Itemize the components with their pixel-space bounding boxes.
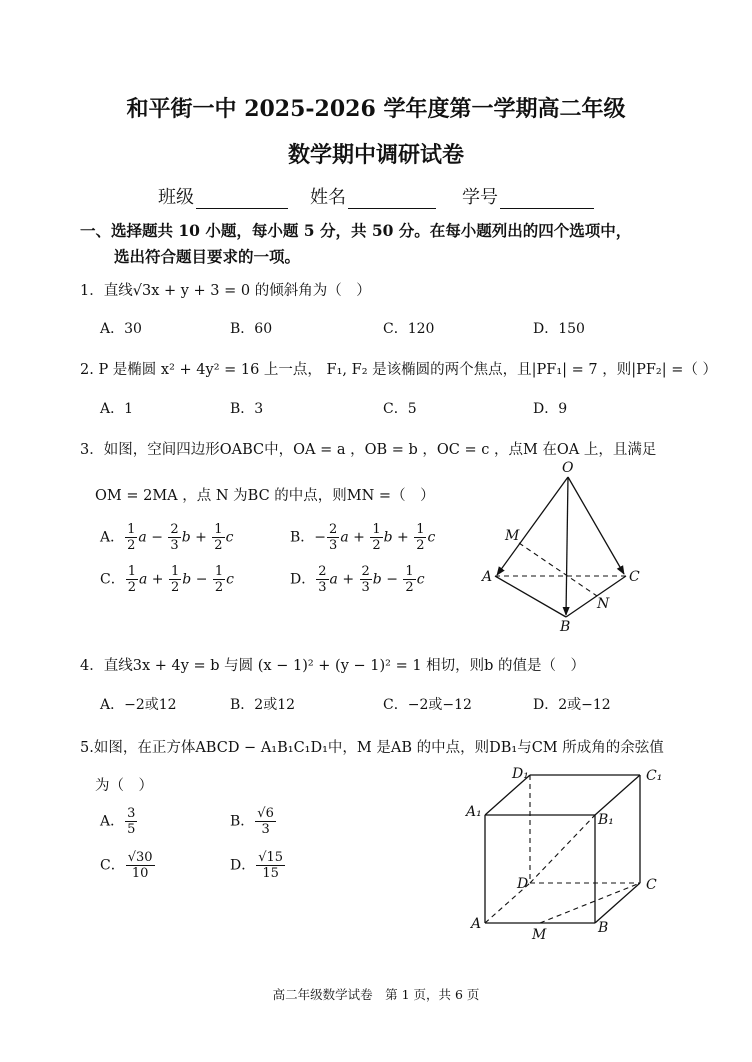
class-label: 班级: [158, 187, 194, 208]
q3-option-a[interactable]: A． $\frac{1}{2}$ a − $\frac{2}{3}$ b + $\frac{1}{2}$ c: [100, 522, 234, 553]
q3-option-c-letter: C．: [100, 571, 125, 588]
q2-option-c[interactable]: C．5: [383, 401, 417, 417]
label-o: O: [562, 460, 574, 476]
q5-d-numerator: √15: [258, 850, 284, 865]
question-3-line1: 3．如图，空间四边形OABC中，OA = a ，OB = b ，OC = c ，点M 在OA 上，且满足: [80, 442, 657, 458]
q5-a-numerator: 3: [127, 806, 136, 821]
q5-option-d-letter: D．: [230, 857, 256, 874]
q3-option-d[interactable]: D． $\frac{2}{3}$ a + $\frac{2}{3}$ b − $\frac{1}{2}$ c: [290, 564, 425, 595]
label-a1: A₁: [466, 804, 482, 820]
segment-mn-dashed: [519, 543, 597, 596]
label-d1: D₁: [512, 766, 529, 782]
edge-oc: [568, 477, 624, 574]
question-4-text: 4．直线3x + 4y = b 与圆 (x − 1)² + (y − 1)² = 1 相切，则b 的值是（ ）: [80, 658, 586, 674]
edge-bc: [595, 883, 640, 923]
class-field: [158, 183, 288, 209]
question-2-text: 2. P 是椭圆 x² + 4y² = 16 上一点， F₁, F₂ 是该椭圆的两个焦点，且|PF₁| = 7 ，则|PF₂| =（ ）: [80, 362, 717, 378]
q5-option-b-letter: B．: [230, 813, 255, 830]
q1-option-d[interactable]: D．150: [533, 321, 585, 337]
name-blank[interactable]: [348, 190, 436, 209]
q2-option-b[interactable]: B．3: [230, 401, 264, 417]
label-d: D: [517, 876, 529, 892]
question-5-line2: 为（ ）: [95, 778, 153, 794]
edge-oa: [497, 477, 568, 575]
q5-option-a[interactable]: [100, 806, 138, 837]
q4-option-b[interactable]: B．2或12: [230, 697, 296, 713]
student-id-blank[interactable]: [500, 190, 594, 209]
q4-option-c[interactable]: C．−2或−12: [383, 697, 472, 713]
q3-option-c[interactable]: C． $\frac{1}{2}$ a + $\frac{1}{2}$ b − $\frac{1}{2}$ c: [100, 564, 235, 595]
edge-bc: [566, 576, 626, 617]
q1-option-b[interactable]: B．60: [230, 321, 273, 337]
q2-option-d[interactable]: D．9: [533, 401, 568, 417]
label-a: A: [471, 916, 482, 932]
q1-option-a[interactable]: A．30: [100, 321, 142, 337]
name-field: [310, 183, 436, 209]
label-b: B: [598, 920, 609, 936]
question-1-text: 1．直线√3x + y + 3 = 0 的倾斜角为（ ）: [80, 283, 371, 299]
q4-option-d[interactable]: D．2或−12: [533, 697, 611, 713]
section1-heading-line1: 一、选择题共 10 小题，每小题 5 分，共 50 分。在每小题列出的四个选项中，: [80, 221, 632, 240]
q5-b-numerator: √6: [257, 806, 274, 821]
label-b1: B₁: [598, 812, 614, 828]
q5-option-a-letter: A．: [100, 813, 125, 830]
q5-c-denominator: 10: [131, 866, 149, 881]
q5-option-c[interactable]: [100, 850, 156, 881]
label-c1: C₁: [646, 768, 663, 784]
q5-option-c-letter: C．: [100, 857, 125, 874]
q3-option-b-letter: B．: [290, 529, 315, 546]
q3-option-b[interactable]: B．− $\frac{2}{3}$ a + $\frac{1}{2}$ b + $\frac{1}{2}$ c: [290, 522, 436, 553]
q5-c-numerator: √30: [127, 850, 153, 865]
edge-ob: [566, 477, 568, 615]
cube-figure: [460, 760, 680, 945]
q5-option-d[interactable]: [230, 850, 286, 881]
class-blank[interactable]: [196, 190, 288, 209]
label-n: N: [597, 596, 610, 612]
q5-option-b[interactable]: [230, 806, 277, 837]
q3-option-a-letter: A．: [100, 529, 125, 546]
label-b: B: [560, 619, 571, 635]
question-5-line1: 5.如图，在正方体ABCD − A₁B₁C₁D₁中，M 是AB 的中点，则DB₁与CM 所成角的余弦值: [80, 740, 664, 756]
tetrahedron-figure: [470, 455, 650, 635]
name-label: 姓名: [310, 187, 346, 208]
segment-mc-dashed: [540, 883, 640, 923]
page-footer: 高二年级数学试卷 第 1 页，共 6 页: [272, 987, 480, 1002]
q5-d-denominator: 15: [262, 866, 279, 881]
label-c: C: [629, 569, 640, 585]
q3-option-d-letter: D．: [290, 571, 316, 588]
student-id-label: 学号: [462, 187, 498, 208]
label-m: M: [505, 528, 520, 544]
student-id-field: [462, 183, 594, 209]
diagonal-db1-dashed: [530, 815, 595, 883]
exam-title-line2: 数学期中调研试卷: [287, 142, 464, 168]
q5-a-denominator: 5: [127, 822, 136, 837]
q4-option-a[interactable]: A．−2或12: [100, 697, 177, 713]
edge-b1c1: [595, 775, 640, 815]
label-a: A: [482, 569, 493, 585]
exam-title-line1: 和平街一中 2025-2026 学年度第一学期高二年级: [126, 96, 626, 122]
label-m: M: [532, 927, 547, 943]
q5-b-denominator: 3: [261, 822, 270, 837]
edge-ab: [495, 576, 566, 617]
section1-heading-line2: 选出符合题目要求的一项。: [114, 247, 301, 266]
question-3-line2: OM = 2MA ，点 N 为BC 的中点，则MN =（ ）: [95, 488, 435, 504]
q1-option-c[interactable]: C．120: [383, 321, 435, 337]
q2-option-a[interactable]: A．1: [100, 401, 134, 417]
label-c: C: [646, 877, 657, 893]
